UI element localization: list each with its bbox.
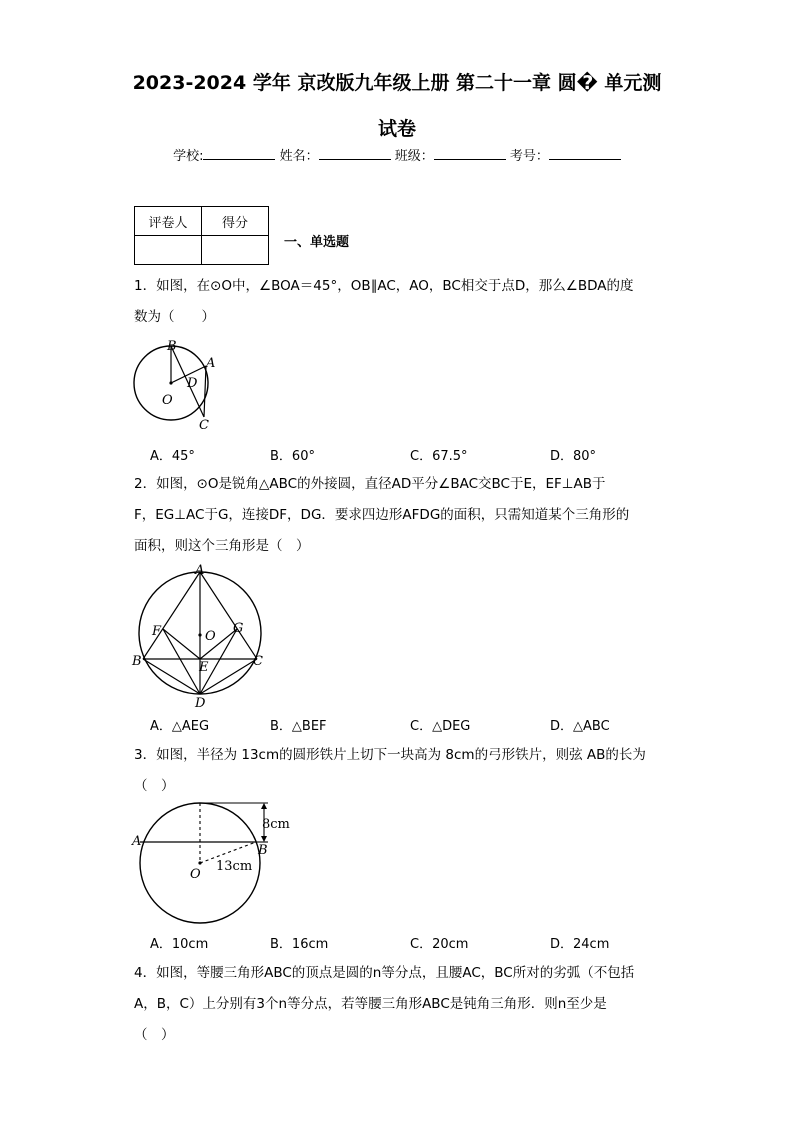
label-c: C <box>253 654 263 669</box>
page-title-cont: 试卷 <box>377 118 416 140</box>
class-label: 班级： <box>394 149 434 164</box>
label-b: B <box>167 339 177 354</box>
section-heading: 一、单选题 <box>284 235 350 250</box>
question-4 <box>134 958 664 1051</box>
option-c[interactable]: C．20cm <box>410 937 469 952</box>
question-text: F，EG⊥AC于G，连接DF，DG．要求四边形AFDG的面积，只需知道某个三角形的 <box>134 507 630 523</box>
question-text: A，B，C）上分别有3个n等分点，若等腰三角形ABC是钝角三角形．则n至少是 <box>134 996 607 1012</box>
option-d[interactable]: D．80° <box>550 449 597 464</box>
question-text: （ ） <box>134 1027 175 1043</box>
name-label: 姓名： <box>279 149 319 164</box>
question-1 <box>134 271 664 333</box>
exam-no-label: 考号： <box>509 149 549 164</box>
label-a: A <box>132 834 142 849</box>
label-o: O <box>205 629 216 644</box>
height-label: 8cm <box>262 817 290 832</box>
grader-header: 评卷人 <box>135 207 202 236</box>
label-f: F <box>152 624 162 639</box>
grader-cell <box>135 236 202 265</box>
option-b[interactable]: B．16cm <box>270 937 329 952</box>
school-label: 学校: <box>173 149 204 164</box>
label-d: D <box>187 376 198 391</box>
label-d: D <box>195 696 206 710</box>
score-table <box>134 206 269 265</box>
figure-q3 <box>130 800 300 926</box>
label-c: C <box>199 418 209 433</box>
radius-label: 13cm <box>216 859 253 874</box>
option-d[interactable]: D．24cm <box>550 937 610 952</box>
option-d[interactable]: D．△ABC <box>550 719 610 734</box>
question-3 <box>134 740 664 802</box>
label-a: A <box>195 563 205 578</box>
figure-q1 <box>126 337 226 437</box>
label-g: G <box>233 621 244 636</box>
score-cell <box>202 236 269 265</box>
score-header: 得分 <box>202 207 269 236</box>
label-o: O <box>190 867 201 882</box>
label-o: O <box>162 393 173 408</box>
student-info-line <box>0 145 794 164</box>
label-a: A <box>206 356 216 371</box>
question-text: 2．如图，⊙O是锐角△ABC的外接圆，直径AD平分∠BAC交BC于E，EF⊥AB于 <box>134 476 606 492</box>
question-text: 3．如图，半径为 13cm的圆形铁片上切下一块高为 8cm的弓形铁片，则弦 AB的长为 <box>134 747 646 763</box>
class-blank[interactable] <box>434 147 506 160</box>
option-a[interactable]: A．10cm <box>150 937 209 952</box>
option-b[interactable]: B．△BEF <box>270 719 327 734</box>
label-b: B <box>258 843 268 858</box>
question-text: 面积，则这个三角形是（ ） <box>134 538 310 554</box>
question-text: 4．如图，等腰三角形ABC的顶点是圆的n等分点，且腰AC，BC所对的劣弧（不包括 <box>134 965 635 981</box>
question-text: 1．如图，在⊙O中，∠BOA＝45°，OB∥AC，AO，BC相交于点D，那么∠BDA的度 <box>134 278 634 294</box>
option-c[interactable]: C．△DEG <box>410 719 471 734</box>
question-text: 数为（ ） <box>134 309 215 325</box>
option-b[interactable]: B．60° <box>270 449 315 464</box>
option-c[interactable]: C．67.5° <box>410 449 468 464</box>
question-text: （ ） <box>134 778 175 794</box>
page-title: 2023-2024 学年 京改版九年级上册 第二十一章 圆� 单元测 <box>132 72 662 94</box>
figure-q2 <box>128 562 272 710</box>
label-e: E <box>199 660 209 675</box>
label-b: B <box>132 654 142 669</box>
option-a[interactable]: A．45° <box>150 449 195 464</box>
name-blank[interactable] <box>319 147 391 160</box>
exam-no-blank[interactable] <box>549 147 621 160</box>
option-a[interactable]: A．△AEG <box>150 719 210 734</box>
school-blank[interactable] <box>203 147 275 160</box>
question-2 <box>134 469 664 562</box>
